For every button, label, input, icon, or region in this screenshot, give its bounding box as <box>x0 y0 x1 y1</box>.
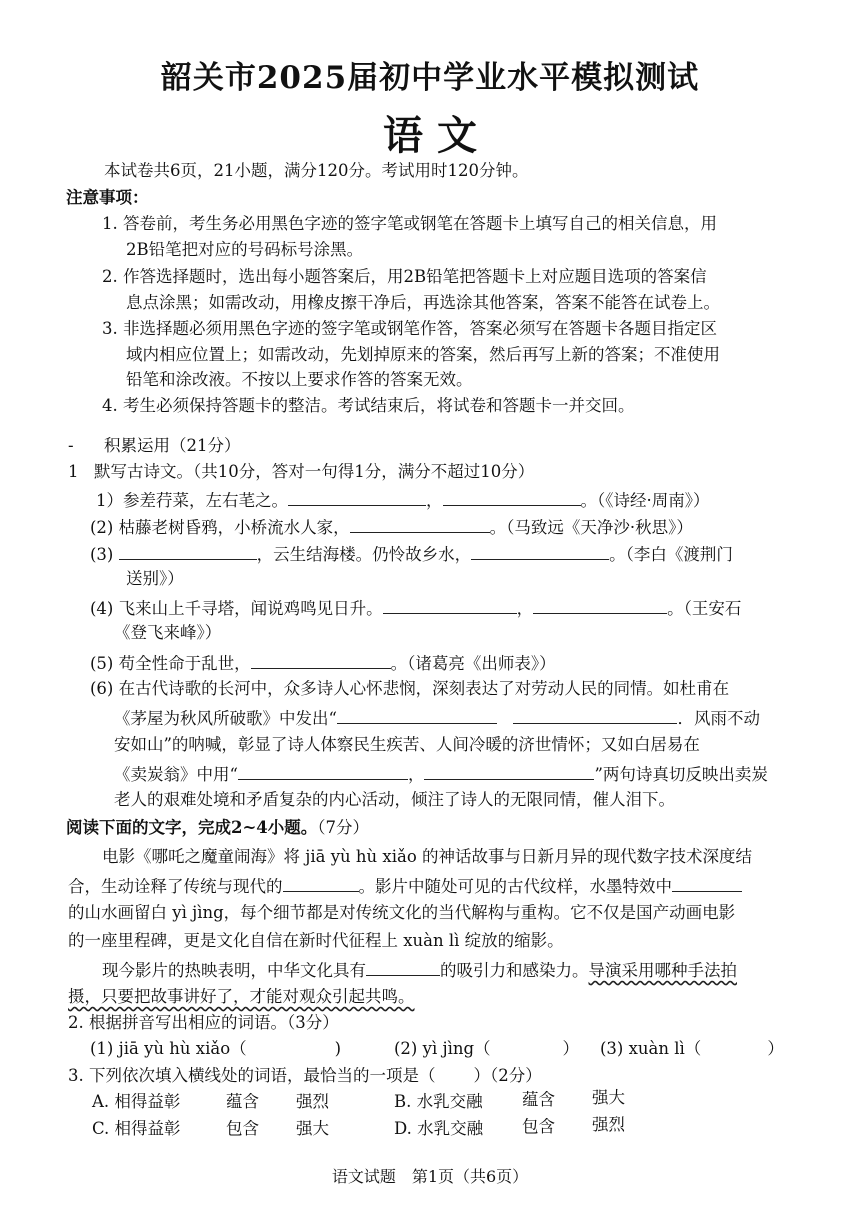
q1-number: 1 <box>68 462 79 481</box>
q1-part1: 1）参差荇菜，左右芼之。 ， 。（《诗经·周南》） <box>96 491 710 510</box>
reading-line1: 电影《哪吒之魔童闹海》将 jiā yù hù xiǎo 的神话故事与日新月异的现代数字技术深度结 <box>102 847 753 866</box>
q3-option-d-phrase: D. 水乳交融 <box>394 1119 484 1138</box>
exam-intro: 本试卷共6页，21小题，满分120分。考试用时120分钟。 <box>104 161 529 180</box>
note-1b: 2B铅笔把对应的号码标号涂黑。 <box>126 240 364 259</box>
note-2a: 2. 作答选择题时，选出每小题答案后，用2B铅笔把答题卡上对应题目选项的答案信 <box>102 267 707 286</box>
page-title: 韶关市2025届初中学业水平模拟测试 <box>160 60 700 96</box>
q3-option-b-word2: 蕴含 <box>522 1090 555 1109</box>
section-marker: - <box>68 436 74 455</box>
q1-part3: (3) ，云生结海楼。仍怜故乡水， 。（李白《渡荆门 <box>90 545 733 564</box>
reading-heading: 阅读下面的文字，完成2~4小题。（7分） <box>66 818 370 837</box>
subject-title: 语 文 <box>383 112 477 159</box>
q2-item1: (1) jiā yù hù xiǎo（ ) <box>90 1039 342 1058</box>
q1-part6-line1: (6) 在古代诗歌的长河中，众多诗人心怀悲悯，深刻表达了对劳动人民的同情。如杜甫在 <box>90 679 730 698</box>
q3-option-a-word3: 强烈 <box>296 1092 329 1111</box>
q1-part6-line2: 《茅屋为秋风所破歌》中发出“ ．风雨不动 <box>114 709 760 728</box>
q1-part6-line4: 《卖炭翁》中用“ ， ”两句诗真切反映出卖炭 <box>114 765 768 784</box>
q1-part6-line5: 老人的艰难处境和矛盾复杂的内心活动，倾注了诗人的无限同情，催人泪下。 <box>114 790 675 809</box>
q3-option-a-phrase: A. 相得益彰 <box>92 1092 181 1111</box>
note-4: 4. 考生必须保持答题卡的整洁。考试结束后，将试卷和答题卡一并交回。 <box>102 396 635 415</box>
q3-option-c-phrase: C. 相得益彰 <box>92 1119 181 1138</box>
q1-part3-source: 送别》） <box>126 569 184 588</box>
note-2b: 息点涂黑；如需改动，用橡皮擦干净后，再选涂其他答案，答案不能答在试卷上。 <box>126 293 720 312</box>
q3-option-d-word3: 强烈 <box>592 1115 625 1134</box>
q3-option-c-word3: 强大 <box>296 1119 329 1138</box>
q3-option-d-word2: 包含 <box>522 1117 555 1136</box>
section-heading: 积累运用（21分） <box>104 436 241 455</box>
q1-part2: (2) 枯藤老树昏鸦，小桥流水人家， 。（马致远《天净沙·秋思》） <box>90 518 693 537</box>
q3-option-c-word2: 包含 <box>226 1119 259 1138</box>
q2-item3: (3) xuàn lì（ ） <box>600 1039 784 1058</box>
q3-option-a-word2: 蕴含 <box>226 1092 259 1111</box>
note-3b: 域内相应位置上；如需改动，先划掉原来的答案，然后再写上新的答案；不准使用 <box>126 345 720 364</box>
q3-option-b-word3: 强大 <box>592 1088 625 1107</box>
note-1a: 1. 答卷前，考生务必用黑色字迹的签字笔或钢笔在答题卡上填写自己的相关信息，用 <box>102 214 717 233</box>
q3-stem: 3. 下列依次填入横线处的词语，最恰当的一项是（ ）（2分） <box>68 1066 542 1085</box>
q1-part5: (5) 苟全性命于乱世， 。（诸葛亮《出师表》） <box>90 654 556 673</box>
reading-line6: 摄，只要把故事讲好了，才能对观众引起共鸣。 <box>68 987 415 1006</box>
notes-heading: 注意事项： <box>66 188 149 207</box>
note-3a: 3. 非选择题必须用黑色字迹的签字笔或钢笔作答，答案必须写在答题卡各题目指定区 <box>102 319 717 338</box>
reading-line4: 的一座里程碑，更是文化自信在新时代征程上 xuàn lì 绽放的缩影。 <box>68 931 564 950</box>
reading-line2: 合，生动诠释了传统与现代的 。影片中随处可见的古代纹样，水墨特效中 <box>68 877 742 896</box>
q1-part4-source: 《登飞来峰》） <box>114 623 222 642</box>
page-footer: 语文试题 第1页（共6页） <box>331 1167 529 1186</box>
q1-stem: 默写古诗文。（共10分，答对一句得1分，满分不超过10分） <box>94 462 535 481</box>
reading-line5: 现今影片的热映表明，中华文化具有 的吸引力和感染力。导演采用哪种手法拍 <box>102 961 737 980</box>
reading-line3: 的山水画留白 yì jìng，每个细节都是对传统文化的当代解构与重构。它不仅是国产动画电影 <box>68 903 736 922</box>
q3-option-b-phrase: B. 水乳交融 <box>394 1092 483 1111</box>
q1-part6-line3: 安如山”的呐喊，彰显了诗人体察民生疾苦、人间冷暖的济世情怀；又如白居易在 <box>114 735 700 754</box>
q1-part4: (4) 飞来山上千寻塔，闻说鸡鸣见日升。 ， 。（王安石 <box>90 599 742 618</box>
note-3c: 铅笔和涂改液。不按以上要求作答的答案无效。 <box>126 370 473 389</box>
q2-stem: 2. 根据拼音写出相应的词语。（3分） <box>68 1013 339 1032</box>
q2-item2: (2) yì jìng（ ） <box>394 1039 580 1058</box>
